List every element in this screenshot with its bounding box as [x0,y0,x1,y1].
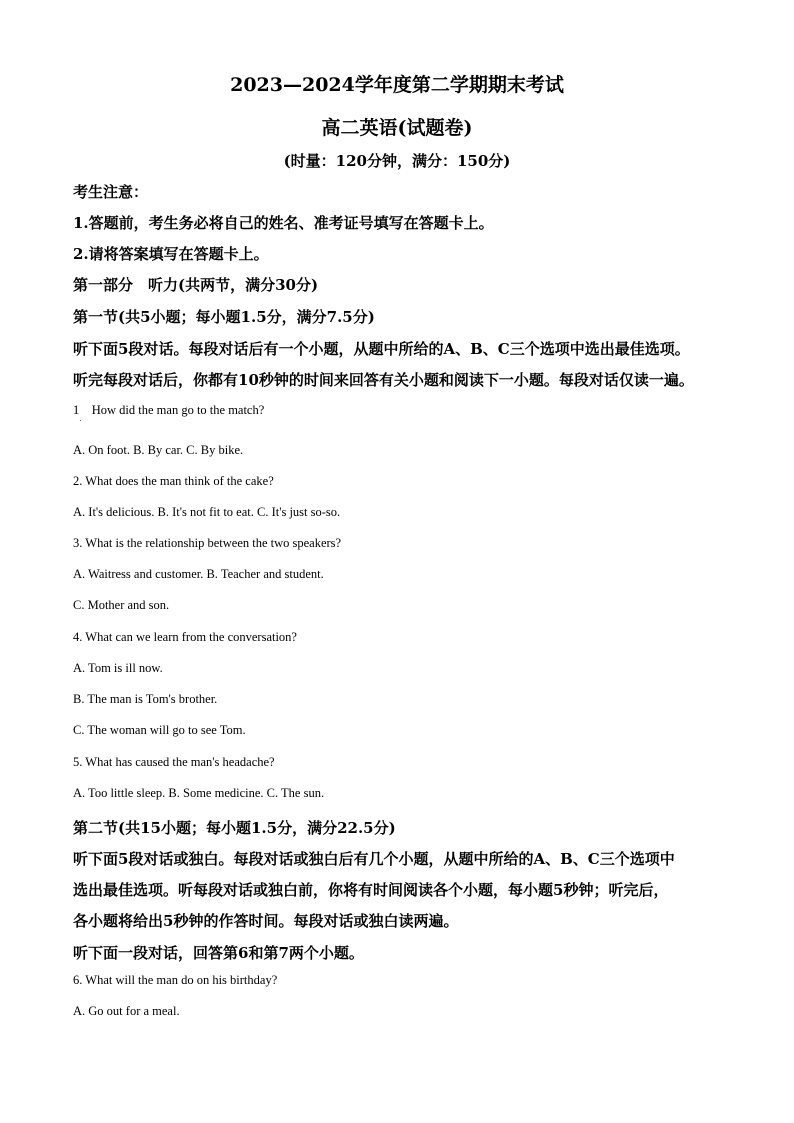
section2-instruction-3: 各小题将给出5秒钟的作答时间。每段对话或独白读两遍。 [73,912,459,930]
question-1-mark: · [79,416,82,425]
question-3-option-ab: A. Waitress and customer. B. Teacher and student. [73,567,324,581]
question-4-stem: 4. What can we learn from the conversation? [73,630,297,644]
section2-group-note: 听下面一段对话，回答第6和第7两个小题。 [73,944,364,962]
question-4-option-b: B. The man is Tom's brother. [73,692,218,706]
question-5-stem: 5. What has caused the man's headache? [73,755,275,769]
section1-heading: 第一节(共5小题；每小题1.5分，满分7.5分) [73,308,375,326]
section2-instruction-2: 选出最佳选项。听每段对话或独白前，你将有时间阅读各个小题，每小题5秒钟；听完后， [73,881,669,899]
question-4-option-a: A. Tom is ill now. [73,661,163,675]
section1-instruction-1: 听下面5段对话。每段对话后有一个小题，从题中所给的A、B、C三个选项中选出最佳选项。 [73,340,690,358]
part1-heading: 第一部分 听力(共两节，满分30分) [73,276,319,294]
exam-title: 2023—2024学年度第二学期期末考试 [230,74,564,96]
notice-heading: 考生注意： [73,183,149,201]
question-2-options: A. It's delicious. B. It's not fit to eat. C. It's just so-so. [73,505,341,519]
question-3-option-c: C. Mother and son. [73,598,170,612]
question-6-stem: 6. What will the man do on his birthday? [73,973,278,987]
question-2-stem: 2. What does the man think of the cake? [73,474,274,488]
exam-time-note: (时量：120分钟，满分：150分) [283,152,511,170]
question-1-options: A. On foot. B. By car. C. By bike. [73,443,244,457]
section2-instruction-1: 听下面5段对话或独白。每段对话或独白后有几个小题，从题中所给的A、B、C三个选项中 [73,850,675,868]
question-6-option-a: A. Go out for a meal. [73,1004,180,1018]
question-3-stem: 3. What is the relationship between the two speakers? [73,536,342,550]
notice-item-2: 2.请将答案填写在答题卡上。 [73,245,269,263]
question-5-options: A. Too little sleep. B. Some medicine. C. The sun. [73,786,325,800]
section2-heading: 第二节(共15小题；每小题1.5分，满分22.5分) [73,819,396,837]
question-1-stem: 1 How did the man go to the match? [73,403,265,417]
section1-instruction-2: 听完每段对话后，你都有10秒钟的时间来回答有关小题和阅读下一小题。每段对话仅读一遍。 [73,371,694,389]
question-4-option-c: C. The woman will go to see Tom. [73,723,246,737]
exam-subtitle: 高二英语(试题卷) [321,117,473,139]
notice-item-1: 1.答题前，考生务必将自己的姓名、准考证号填写在答题卡上。 [73,214,494,232]
